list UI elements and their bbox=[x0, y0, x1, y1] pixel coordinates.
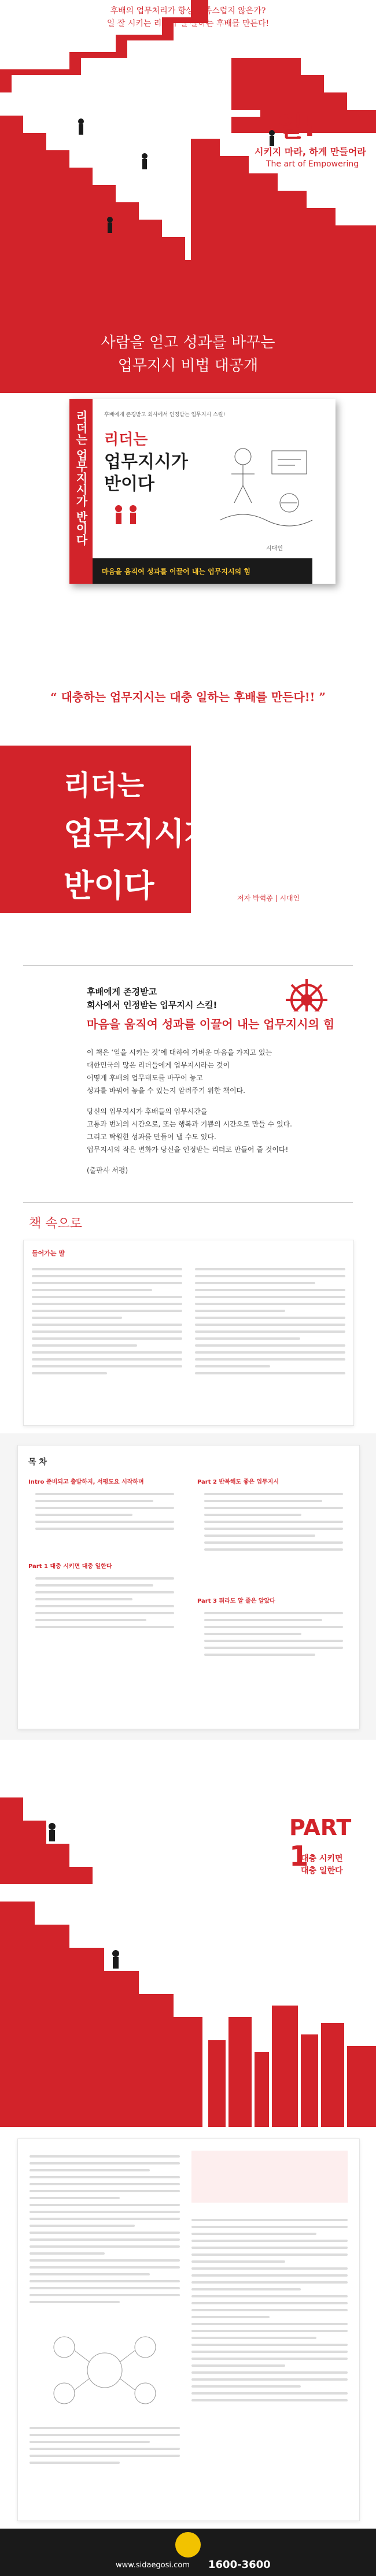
intro-para-7: 그리고 탁월한 성과를 만들어 낼 수도 있다. bbox=[87, 1133, 216, 1141]
intro-body bbox=[87, 1046, 353, 1177]
inside-right-text bbox=[195, 1263, 345, 1379]
toc-part3-lines bbox=[204, 1607, 343, 1660]
publisher-logo-icon bbox=[175, 2532, 201, 2558]
inside-left-text bbox=[32, 1263, 182, 1379]
toc-intro-lines bbox=[35, 1488, 174, 1535]
hero-subtitle-en: The art of Empowering bbox=[266, 160, 359, 169]
book-title-2: 업무지시가 bbox=[104, 452, 188, 472]
hero-statement: 일 잘 시키는 리더가 일 잘하는 후배를 만든다! bbox=[106, 19, 270, 28]
part-number: 1 bbox=[289, 1840, 309, 1873]
hero-section bbox=[0, 0, 376, 306]
toc-spread bbox=[17, 1445, 360, 1729]
inside-page-heading: 들어가는 말 bbox=[32, 1250, 65, 1257]
toc-part1: Part 1 대충 시키면 대충 일한다 bbox=[28, 1563, 112, 1570]
book-publisher: 시대인 bbox=[266, 546, 283, 552]
content-spread bbox=[17, 2138, 360, 2521]
book-cover bbox=[69, 399, 336, 584]
section-divider bbox=[23, 965, 353, 966]
intro-lead-1: 후배에게 존경받고 bbox=[87, 987, 157, 997]
hero-question: 후배의 업무처리가 항상 만족스럽지 않은가? bbox=[110, 6, 266, 16]
ship-wheel-icon bbox=[272, 977, 341, 1011]
book-title-1: 리더는 bbox=[104, 431, 148, 449]
intro-para-6: 고통과 번뇌의 시간으로, 또는 행복과 기쁨의 시간으로 만들 수 있다. bbox=[87, 1120, 292, 1128]
part-title-1: 대충 시키면 bbox=[301, 1854, 343, 1863]
big-title-b: 업무지시가 bbox=[64, 816, 215, 852]
intro-lead-3: 마음을 움직여 성과를 이끌어 내는 업무지시의 힘 bbox=[87, 1017, 335, 1031]
content-left-text-2 bbox=[30, 2422, 180, 2468]
part-title-2: 대충 일한다 bbox=[301, 1866, 343, 1876]
book-spine-title: 리더는 업무지시가 반이다 bbox=[74, 410, 88, 546]
big-title-a: 리더는 bbox=[64, 769, 145, 802]
banner-line-2: 업무지시 비법 대공개 bbox=[117, 357, 259, 375]
toc-intro: Intro 준비되고 출발하지, 서평도요 시작하며 bbox=[28, 1479, 144, 1485]
author-line: 저자 박혁종 | 시대인 bbox=[237, 894, 300, 902]
footer-url[interactable]: www.sidaegosi.com bbox=[116, 2561, 190, 2570]
part-label: PART bbox=[289, 1815, 352, 1840]
intro-para-2: 대한민국의 많은 리더들에게 업무지시라는 것이 bbox=[87, 1061, 230, 1069]
hero-title: 일! bbox=[277, 110, 316, 143]
toc-part3: Part 3 뭐라도 알 줄은 알았다 bbox=[197, 1598, 275, 1604]
inside-heading: 책 속으로 bbox=[29, 1217, 83, 1231]
intro-para-4: 성과를 바꿔어 놓을 수 있는지 알려주기 위한 책이다. bbox=[87, 1087, 245, 1095]
banner-line-1: 사람을 얻고 성과를 바꾸는 bbox=[101, 334, 275, 351]
toc-part1-lines bbox=[35, 1573, 174, 1633]
content-left-text bbox=[30, 2151, 180, 2308]
footer bbox=[0, 2529, 376, 2576]
headline-banner bbox=[0, 306, 376, 393]
book-bottom-line: 마음을 움직여 성과를 이끌어 내는 업무지시의 힘 bbox=[102, 568, 250, 576]
inside-spread bbox=[23, 1240, 354, 1426]
toc-part2: Part 2 반복해도 좋은 업무지시 bbox=[197, 1479, 279, 1485]
book-title-3: 반이다 bbox=[104, 474, 154, 494]
book-figures-icon bbox=[110, 497, 145, 532]
intro-para-5: 당신의 업무지시가 후배들의 업무시간을 bbox=[87, 1107, 208, 1115]
content-diagram bbox=[41, 2330, 168, 2411]
intro-para-9: (출판사 서평) bbox=[87, 1166, 128, 1174]
inside-divider bbox=[23, 1202, 353, 1203]
intro-para-8: 업무지시의 작은 변화가 당신을 인정받는 리더로 만들어 줄 것이다! bbox=[87, 1146, 289, 1154]
part-stairs-illustration bbox=[0, 1751, 376, 2127]
book-cover-bottom-band bbox=[93, 558, 312, 584]
part-section bbox=[0, 1751, 376, 2127]
intro-para-3: 어떻게 후배의 업무태도를 바꾸어 놓고 bbox=[87, 1074, 203, 1082]
footer-phone: 1600-3600 bbox=[208, 2559, 271, 2571]
quote-text: “ 대충하는 업무지시는 대충 일하는 후배를 만든다!! ” bbox=[50, 690, 326, 704]
toc-part2-lines bbox=[204, 1488, 343, 1555]
content-highlight-box bbox=[191, 2151, 348, 2203]
content-right-text bbox=[191, 2214, 348, 2406]
book-sketch-illustration bbox=[208, 433, 324, 538]
book-tagline: 후배에게 존경받고 회사에서 인정받는 업무지시 스킬! bbox=[104, 412, 226, 418]
toc-heading: 목 차 bbox=[28, 1458, 47, 1467]
intro-lead-2: 회사에서 인정받는 업무지시 스킬! bbox=[87, 1000, 218, 1010]
hero-subtitle: 시키지 마라, 하게 만들어라 bbox=[255, 146, 366, 157]
intro-para-1: 이 책은 ‘일을 시키는 것’에 대하여 가벼운 마음을 가지고 있는 bbox=[87, 1048, 272, 1057]
big-title-c: 반이다 bbox=[64, 868, 154, 904]
